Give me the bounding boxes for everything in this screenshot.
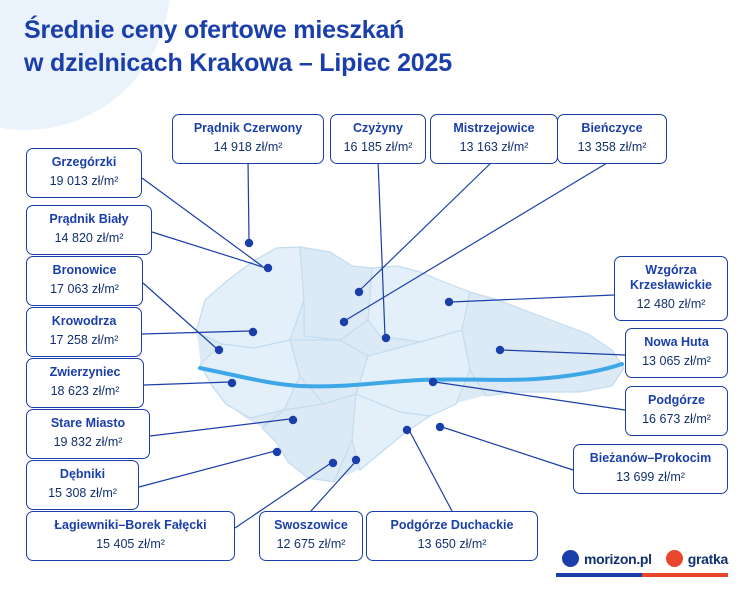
- district-name: Bieżanów–Prokocim: [589, 451, 712, 465]
- district-name: Prądnik Czerwony: [193, 121, 303, 135]
- district-price: 13 065 zł/m²: [642, 354, 711, 368]
- gratka-logo-text: gratka: [687, 550, 728, 567]
- footer-logo-underline: [556, 573, 728, 577]
- underline-red: [642, 573, 728, 577]
- district-label-stare-miasto[interactable]: [26, 409, 150, 459]
- district-label-swoszowice[interactable]: [259, 511, 363, 561]
- district-label-krowodrza[interactable]: [26, 307, 142, 357]
- district-name: Czyżyny: [352, 121, 404, 135]
- district-name: Dębniki: [59, 467, 106, 481]
- district-name: Krowodrza: [51, 314, 117, 328]
- district-label-bienczyce[interactable]: [557, 114, 667, 164]
- footer-logos: [562, 550, 728, 567]
- district-price: 13 650 zł/m²: [417, 537, 487, 551]
- district-name: Podgórze Duchackie: [390, 518, 514, 532]
- morizon-logo[interactable]: [562, 550, 652, 567]
- district-name: Bieńczyce: [581, 121, 643, 135]
- district-price: 16 185 zł/m²: [343, 140, 413, 154]
- district-price: 17 258 zł/m²: [49, 333, 119, 347]
- district-price: 14 820 zł/m²: [54, 231, 124, 245]
- district-name: Zwierzyniec: [49, 365, 121, 379]
- district-price: 16 673 zł/m²: [642, 412, 711, 426]
- district-price: 15 405 zł/m²: [96, 537, 165, 551]
- district-name: Stare Miasto: [50, 416, 126, 430]
- district-label-grzegorzki[interactable]: [26, 148, 142, 198]
- district-price: 12 675 zł/m²: [276, 537, 346, 551]
- page-title-line-1: Średnie ceny ofertowe mieszkań: [24, 16, 405, 44]
- page-title-line-2: w dzielnicach Krakowa – Lipiec 2025: [24, 49, 452, 78]
- district-price: 15 308 zł/m²: [48, 486, 117, 500]
- district-price: 13 358 zł/m²: [577, 140, 647, 154]
- page-title: [24, 14, 452, 81]
- district-price: 13 163 zł/m²: [459, 140, 529, 154]
- district-label-podgorze[interactable]: [625, 386, 728, 436]
- district-name: Wzgórza Krzesławickie: [630, 263, 712, 292]
- gratka-mark-icon: [666, 550, 683, 567]
- district-price: 17 063 zł/m²: [50, 282, 119, 296]
- district-label-pradnik-czerwony[interactable]: [172, 114, 324, 164]
- gratka-logo[interactable]: [666, 550, 728, 567]
- district-price: 19 013 zł/m²: [49, 174, 119, 188]
- map-district-shapes: [196, 247, 624, 482]
- district-label-zwierzyniec[interactable]: [26, 358, 144, 408]
- district-label-podgorze-duchackie[interactable]: [366, 511, 538, 561]
- district-price: 14 918 zł/m²: [213, 140, 283, 154]
- morizon-logo-text: morizon.pl: [583, 550, 652, 567]
- district-label-bronowice[interactable]: [26, 256, 143, 306]
- district-label-pradnik-bialy[interactable]: [26, 205, 152, 255]
- underline-blue: [556, 573, 642, 577]
- district-name: Nowa Huta: [644, 335, 709, 349]
- district-label-debniki[interactable]: [26, 460, 139, 510]
- district-label-czyzyny[interactable]: [330, 114, 426, 164]
- district-name: Bronowice: [52, 263, 117, 277]
- district-label-nowa-huta[interactable]: [625, 328, 728, 378]
- district-price: 12 480 zł/m²: [636, 297, 706, 311]
- district-name: Łagiewniki–Borek Fałęcki: [54, 518, 207, 532]
- district-price: 19 832 zł/m²: [53, 435, 123, 449]
- morizon-mark-icon: [562, 550, 579, 567]
- district-price: 18 623 zł/m²: [50, 384, 120, 398]
- district-name: Mistrzejowice: [453, 121, 535, 135]
- district-label-biezanow-prokocim[interactable]: [573, 444, 728, 494]
- district-price: 13 699 zł/m²: [616, 470, 685, 484]
- district-label-wzgorza-krzeslawickie[interactable]: [614, 256, 728, 321]
- district-label-mistrzejowice[interactable]: [430, 114, 558, 164]
- district-name: Podgórze: [648, 393, 705, 407]
- district-name: Prądnik Biały: [49, 212, 129, 226]
- district-name: Swoszowice: [274, 518, 348, 532]
- district-name: Grzegórzki: [51, 155, 117, 169]
- district-label-lagiewniki-borek-falecki[interactable]: [26, 511, 235, 561]
